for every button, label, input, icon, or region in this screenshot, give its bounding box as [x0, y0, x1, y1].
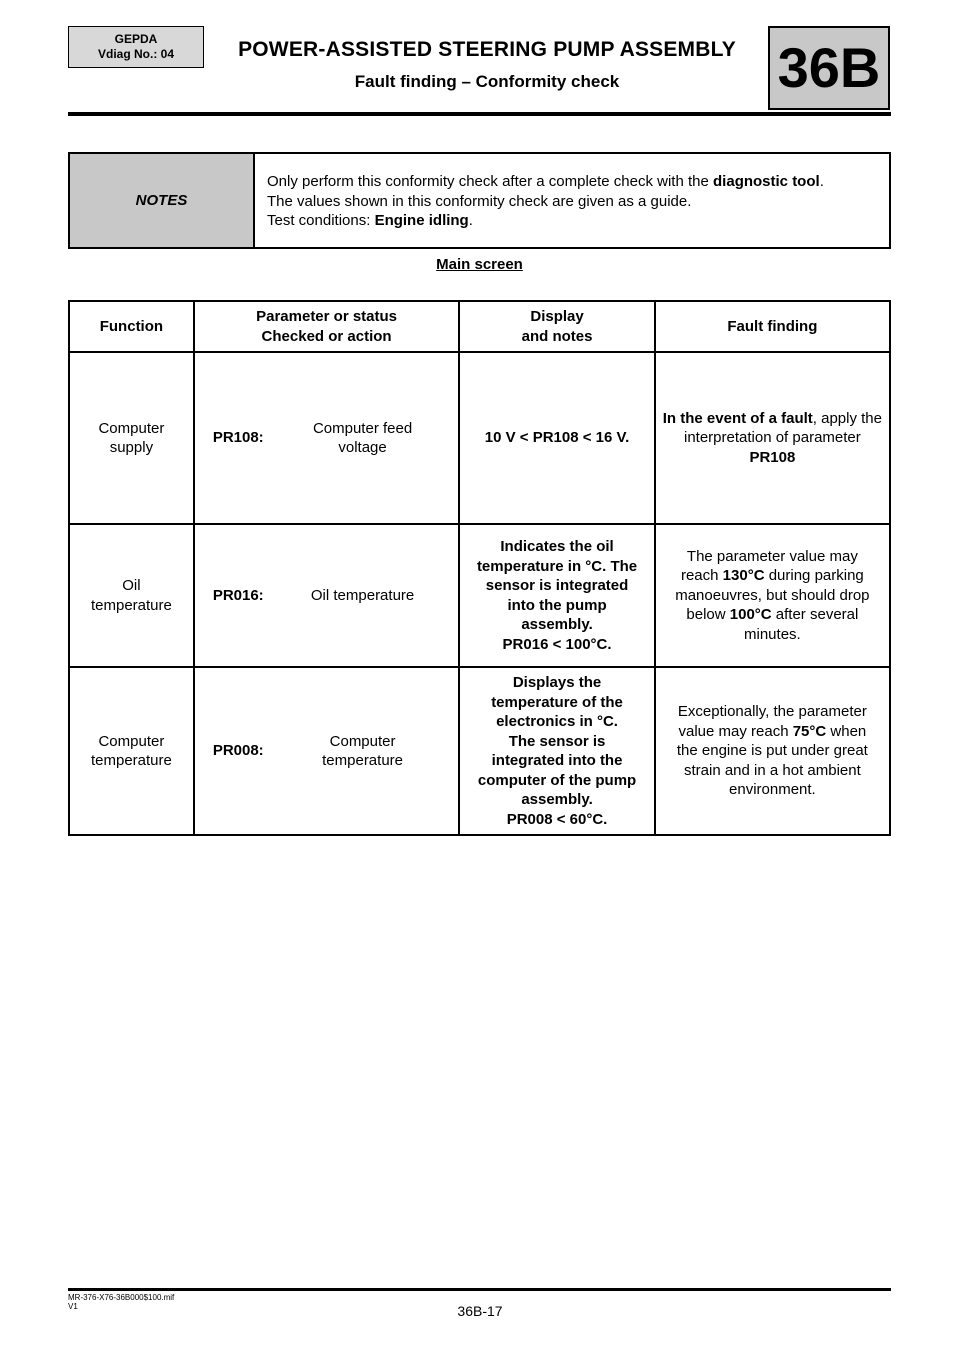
notes-label: NOTES — [70, 154, 255, 247]
fault-cell: The parameter value may reach 130°C during parking manoeuvres, but should drop below 100°C after several minutes. — [655, 524, 890, 667]
display-cell: Displays the temperature of the electronics in °C. The sensor is integrated into the computer of the pump assembly. PR008 < 60°C. — [459, 667, 654, 835]
section-code-badge: 36B — [768, 26, 890, 110]
gepda-label: GEPDA — [114, 32, 158, 46]
parameter-description: Computer temperature — [322, 732, 403, 769]
function-cell: Computer supply — [69, 352, 194, 524]
header-parameter: Parameter or status Checked or action — [194, 301, 460, 352]
fault-cell: In the event of a fault, apply the interpretation of parameter PR108 — [655, 352, 890, 524]
notes-line-2: The values shown in this conformity check are given as a guide. — [267, 192, 692, 210]
footer-divider — [68, 1288, 891, 1291]
parameter-code: PR016: — [212, 586, 264, 604]
fault-cell: Exceptionally, the parameter value may reach 75°C when the engine is put under great strain and in a hot ambient environment. — [655, 667, 890, 835]
notes-text — [255, 154, 836, 247]
function-cell: Oil temperature — [69, 524, 194, 667]
table-row — [69, 667, 890, 835]
notes-line-3: Test conditions: Engine idling. — [267, 212, 473, 229]
notes-line-1: Only perform this conformity check after a complete check with the diagnostic tool. — [267, 173, 824, 190]
page-number: 36B-17 — [457, 1303, 503, 1319]
header-function: Function — [69, 301, 194, 352]
parameter-cell — [194, 667, 460, 835]
table-header-row — [69, 301, 890, 352]
display-cell: Indicates the oil temperature in °C. The sensor is integrated into the pump assembly. PR016 < 100°C. — [459, 524, 654, 667]
header-divider — [68, 112, 891, 116]
main-screen-heading: Main screen — [436, 256, 523, 273]
parameter-code: PR008: — [212, 742, 264, 760]
header-display: Display and notes — [459, 301, 654, 352]
parameter-cell — [194, 524, 460, 667]
parameter-description: Oil temperature — [310, 586, 415, 604]
notes-box — [68, 152, 891, 249]
gepda-vdiag-box — [68, 26, 204, 68]
parameter-description: Computer feed voltage — [312, 419, 413, 456]
header-fault-finding: Fault finding — [655, 301, 890, 352]
display-cell: 10 V < PR108 < 16 V. — [459, 352, 654, 524]
table-row — [69, 352, 890, 524]
conformity-table — [68, 300, 891, 836]
table-row — [69, 524, 890, 667]
parameter-code: PR108: — [212, 429, 264, 447]
function-cell: Computer temperature — [69, 667, 194, 835]
page-subtitle: Fault finding – Conformity check — [354, 72, 620, 91]
vdiag-label: Vdiag No.: 04 — [97, 47, 174, 61]
footer-reference: MR-376-X76-36B000$100.mif V1 — [68, 1293, 175, 1311]
page-title: POWER-ASSISTED STEERING PUMP ASSEMBLY — [238, 38, 736, 61]
parameter-cell — [194, 352, 460, 524]
